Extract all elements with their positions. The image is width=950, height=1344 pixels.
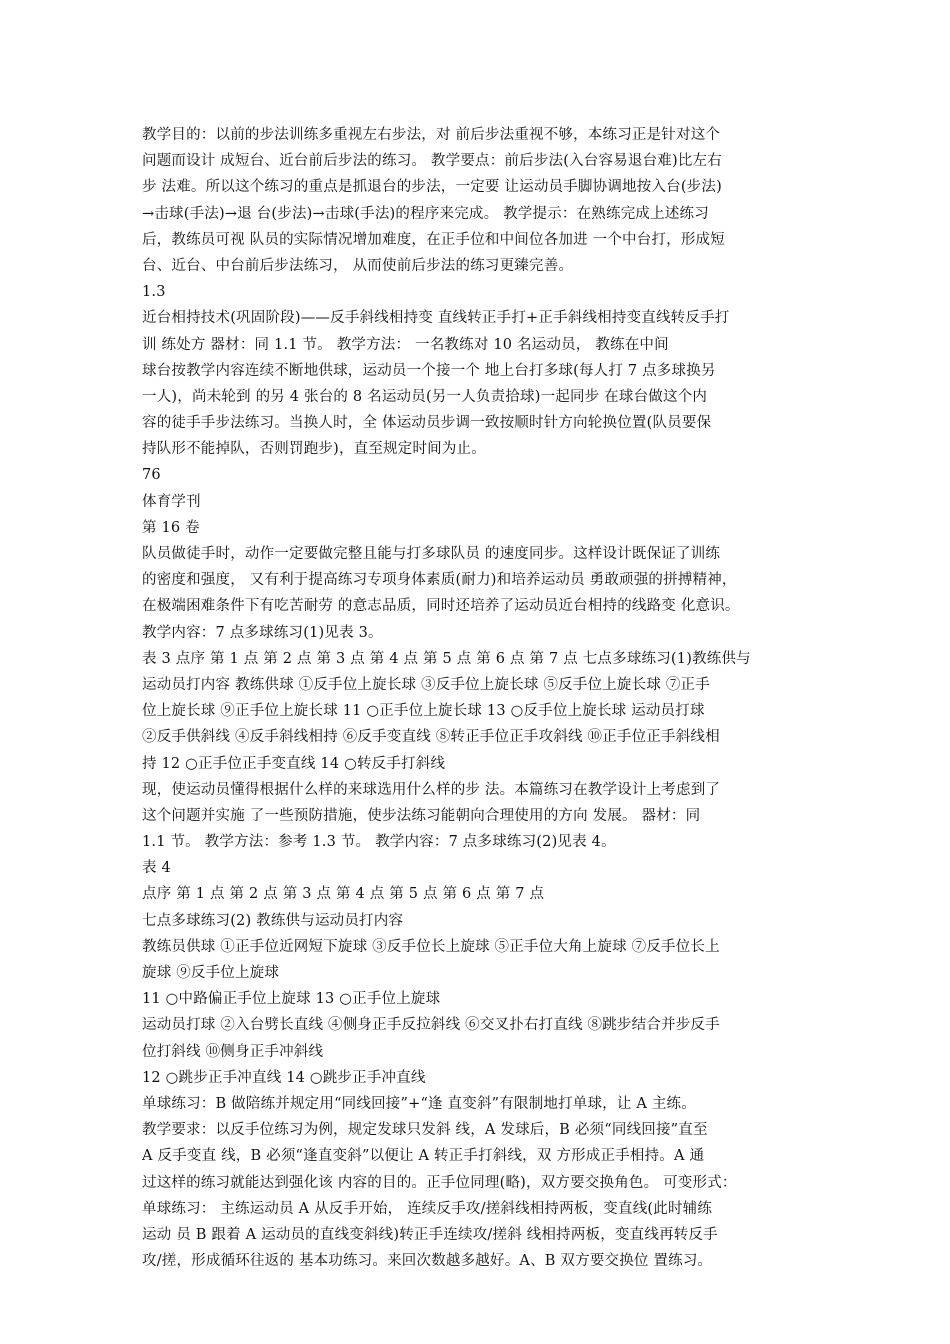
text-line: 台、近台、中台前后步法练习， 从而使前后步法的练习更臻完善。 [142, 257, 574, 274]
text-line: 现，使运动员懂得根据什么样的来球选用什么样的步 法。本篇练习在教学设计上考虑到了 [142, 781, 721, 798]
text-line: 队员做徒手时，动作一定要做完整且能与打多球队员 的速度同步。这样设计既保证了训练 [142, 546, 721, 562]
text-line: 运动 员 B 跟着 A 运动员的直线变斜线)转正手连续攻/搓斜 线相持两板，变直线再转反手 [142, 1226, 718, 1243]
text-line: 球台按教学内容连续不断地供球，运动员一个接一个 地上台打多球(每人打 7 点多球换另 [142, 362, 716, 379]
text-line: 这个问题并实施 了一些预防措施，使步法练习能朝向合理使用的方向 发展。 器材：同 [142, 807, 701, 824]
text-line: 七点多球练习(2) 教练供与运动员打内容 [142, 912, 404, 929]
text-line: 一人)，尚未轮到 的另 4 张台的 8 名运动员(另一人负责拾球)一起同步 在球台做这个内 [142, 388, 708, 405]
text-line: 的密度和强度， 又有利于提高练习专项身体素质(耐力)和培养运动员 勇敢顽强的拼搏精神， [142, 572, 737, 589]
text-line: 运动员打球 ②入台劈长直线 ④侧身正手反拉斜线 ⑥交叉扑右打直线 ⑧跳步结合并步反手 [142, 1017, 720, 1034]
text-line: 近台相持技术(巩固阶段)——反手斜线相持变 直线转正手打+正手斜线相持变直线转反手打 [142, 310, 730, 327]
text-line: 教学内容：7 点多球练习(1)见表 3。 [142, 624, 383, 641]
text-line: 后，教练员可视 队员的实际情况增加难度，在正手位和中间位各加进 一个中台打，形成短 [142, 231, 725, 248]
text-line: 1.3 [142, 284, 166, 301]
text-line: ②反手供斜线 ④反手斜线相持 ⑥反手变直线 ⑧转正手位正手攻斜线 ⑩正手位正手斜线相 [142, 729, 720, 746]
text-line: 表 4 [142, 860, 171, 877]
text-line: 过这样的练习就能达到强化该 内容的目的。正手位同理(略)，双方要交换角色。 可变形式： [142, 1174, 737, 1191]
text-line: 12 ○跳步正手冲直线 14 ○跳步正手冲直线 [142, 1069, 426, 1086]
text-line: 第 16 卷 [142, 519, 200, 536]
text-line: 76 [142, 467, 161, 484]
text-line: 训 练处方 器材：同 1.1 节。 教学方法： 一名教练对 10 名运动员， 教练在中间 [142, 336, 669, 353]
text-line: 教学目的：以前的步法训练多重视左右步法，对 前后步法重视不够，本练习正是针对这个 [142, 127, 721, 143]
text-line: 位打斜线 ⑩侧身正手冲斜线 [142, 1043, 324, 1060]
text-line: 教学要求：以反手位练习为例，规定发球只发斜 线，A 发球后，B 必须“同线回接”直至 [142, 1122, 708, 1139]
text-line: 运动员打内容 教练供球 ①反手位上旋长球 ③反手位上旋长球 ⑤反手位上旋长球 ⑦正手 [142, 676, 710, 693]
document-body [142, 122, 817, 1274]
text-line: 表 3 点序 第 1 点 第 2 点 第 3 点 第 4 点 第 5 点 第 6 点 第 7 点 七点多球练习(1)教练供与 [142, 650, 751, 667]
text-line: 容的徒手手步法练习。当换人时，全 体运动员步调一致按顺时针方向轮换位置(队员要保 [142, 415, 712, 432]
text-line: 在极端困难条件下有吃苦耐劳 的意志品质，同时还培养了运动员近台相持的线路变 化意识。 [142, 598, 740, 615]
text-line: 单球练习：B 做陪练并规定用“同线回接”+“逢 直变斜”有限制地打单球，让 A 主练。 [142, 1095, 696, 1112]
text-line: 持队形不能掉队，否则罚跑步)，直至规定时间为止。 [142, 441, 486, 458]
text-line: 旋球 ⑨反手位上旋球 [142, 965, 280, 981]
text-line: 1.1 节。 教学方法：参考 1.3 节。 教学内容：7 点多球练习(2)见表 4。 [142, 834, 616, 851]
text-line: 教练员供球 ①正手位近网短下旋球 ③反手位长上旋球 ⑤正手位大角上旋球 ⑦反手位长上 [142, 938, 720, 955]
text-line: 11 ○中路偏正手位上旋球 13 ○正手位上旋球 [142, 991, 441, 1008]
text-line: 持 12 ○正手位正手变直线 14 ○转反手打斜线 [142, 755, 446, 772]
text-line: 步 法难。所以这个练习的重点是抓退台的步法，一定要 让运动员手脚协调地按入台(步法) [142, 179, 722, 196]
text-line: 位上旋长球 ⑨正手位上旋长球 11 ○正手位上旋长球 13 ○反手位上旋长球 运动员打球 [142, 703, 705, 720]
text-line: 问题而设计 成短台、近台前后步法的练习。 教学要点：前后步法(入台容易退台难)比左右 [142, 153, 722, 170]
text-line: 攻/搓，形成循环往返的 基本功练习。来回次数越多越好。A、B 双方要交换位 置练习。 [142, 1253, 713, 1270]
text-line: A 反手变直 线，B 必须“逢直变斜”以便让 A 转正手打斜线，双 方形成正手相持。A 通 [142, 1148, 705, 1165]
text-line: 点序 第 1 点 第 2 点 第 3 点 第 4 点 第 5 点 第 6 点 第 7 点 [142, 886, 545, 903]
text-line: 体育学刊 [142, 493, 201, 510]
text-line: →击球(手法)→退 台(步法)→击球(手法)的程序来完成。 教学提示：在熟练完成上述练习 [142, 205, 709, 222]
text-line: 单球练习： 主练运动员 A 从反手开始， 连续反手攻/搓斜线相持两板，变直线(此时辅练 [142, 1200, 713, 1217]
